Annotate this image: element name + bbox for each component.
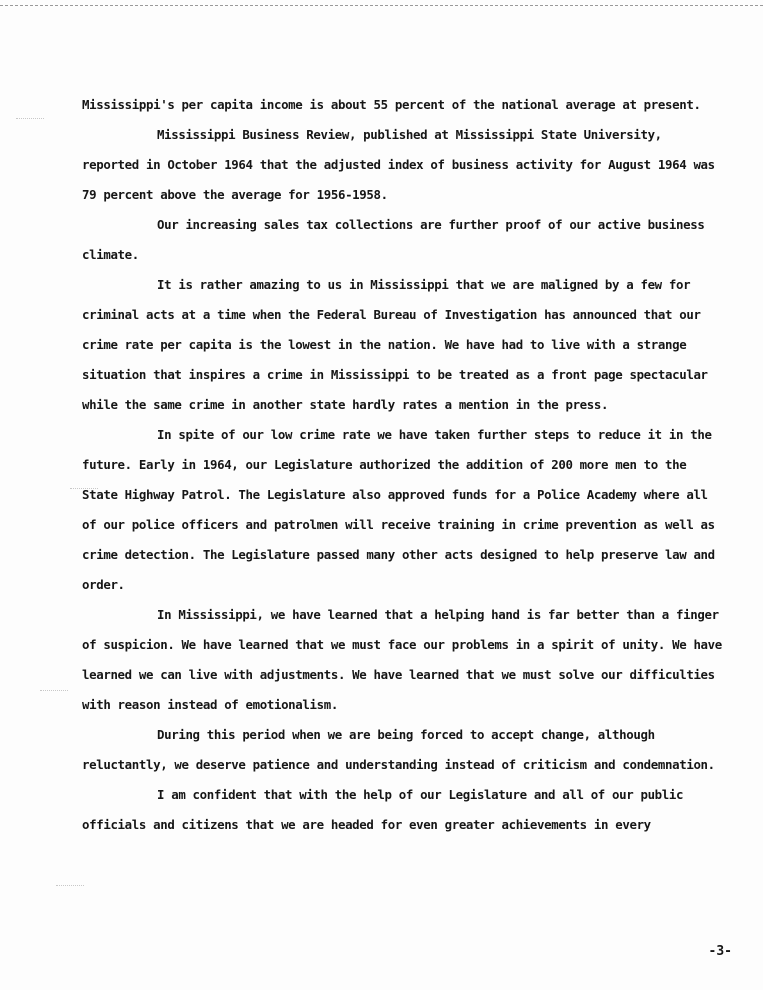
paragraph: I am confident that with the help of our Legislature and all of our public officials and citizens that we are headed for even greater achievements in every (82, 787, 684, 832)
scan-speck (16, 118, 44, 123)
scan-speck (56, 885, 84, 890)
paragraph: During this period when we are being forced to accept change, although reluctantly, we deserve patience and understanding instead of criticism and condemnation. (82, 727, 715, 772)
paragraph: In spite of our low crime rate we have taken further steps to reduce it in the future. Early in 1964, our Legislature authorized the addition of 200 more men to the State Highway Patrol. The Legislature also approved funds for a Police Academy where all of our police officers and patrolmen will receive training in crime prevention as well as crime detection. The Legislature passed many other acts designed to help preserve law and order. (82, 427, 715, 592)
paragraph: Our increasing sales tax collections are further proof of our active business climate. (82, 217, 705, 262)
paragraph: It is rather amazing to us in Mississippi that we are maligned by a few for criminal acts at a time when the Federal Bureau of Investigation has announced that our crime rate per capita is the lowest in the nation. We have had to live with a strange situation that inspires a crime in Mississippi to be treated as a front page spectacular while the same crime in another state hardly rates a mention in the press. (82, 277, 708, 412)
scan-speck (40, 690, 68, 695)
page-top-edge (0, 0, 763, 6)
page-number: -3- (708, 944, 732, 959)
document-body (82, 90, 722, 840)
paragraph: Mississippi's per capita income is about 55 percent of the national average at present. (82, 97, 701, 112)
paragraph: Mississippi Business Review, published at Mississippi State University, reported in October 1964 that the adjusted index of business activity for August 1964 was 79 percent above the average for 1956-1958. (82, 127, 715, 202)
paragraph: In Mississippi, we have learned that a helping hand is far better than a finger of suspicion. We have learned that we must face our problems in a spirit of unity. We have learned we can live with adjustments. We have learned that we must solve our difficulties with reason instead of emotionalism. (82, 607, 722, 712)
